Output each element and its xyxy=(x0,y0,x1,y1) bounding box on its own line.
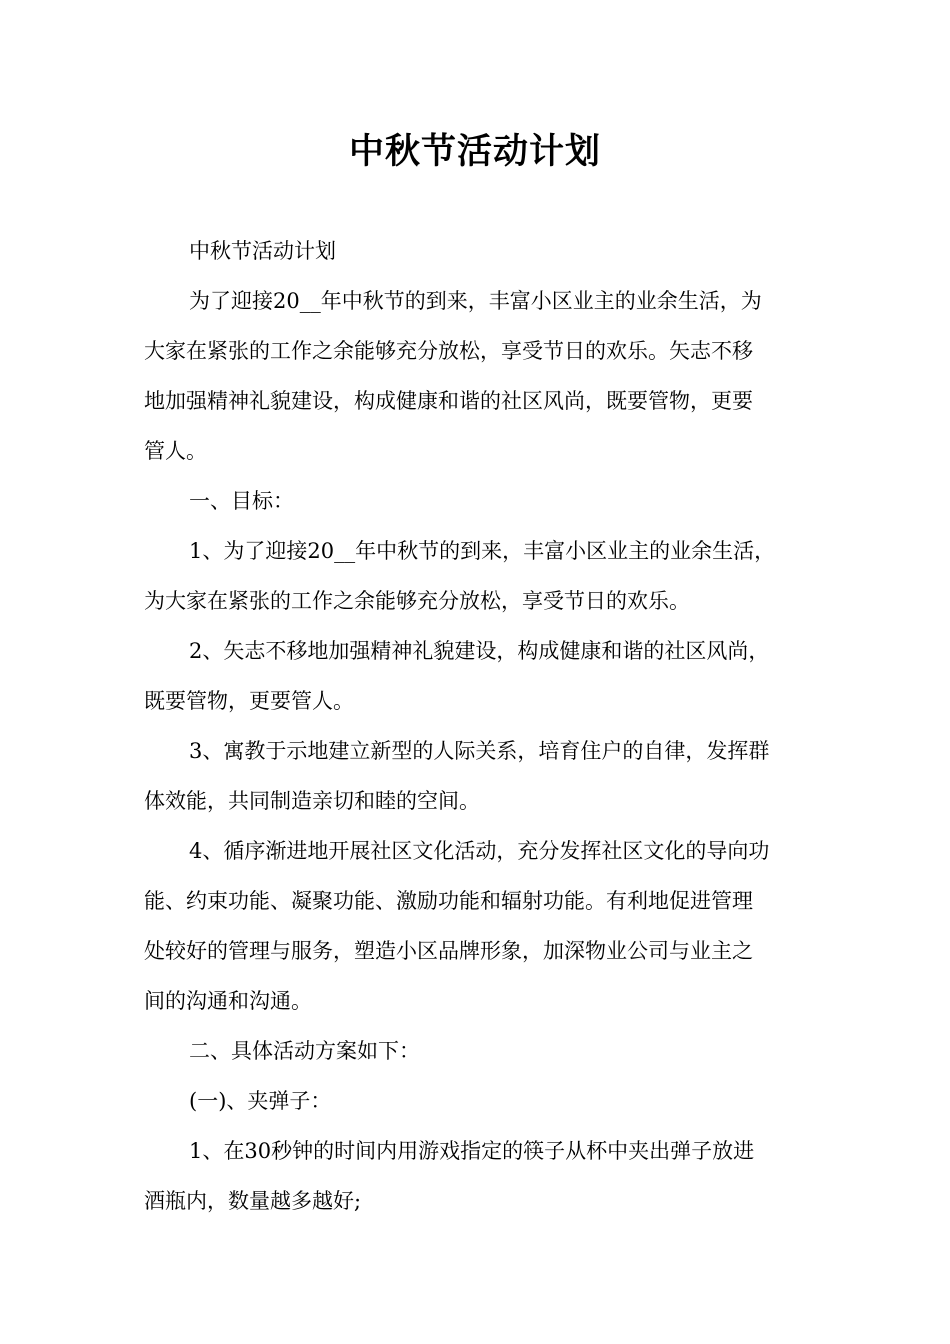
paragraph xyxy=(144,1126,816,1226)
paragraph-line: 酒瓶内，数量越多越好; xyxy=(144,1189,362,1213)
paragraph-line: 处较好的管理与服务，塑造小区品牌形象，加深物业公司与业主之 xyxy=(144,939,753,963)
paragraph-line: 大家在紧张的工作之余能够充分放松，享受节日的欢乐。矢志不移 xyxy=(144,339,753,363)
paragraph-line: 3、寓教于示地建立新型的人际关系，培育住户的自律，发挥群 xyxy=(189,739,770,763)
paragraph xyxy=(144,1076,816,1126)
paragraph-line: 一、目标： xyxy=(189,489,294,513)
paragraph-line: 为大家在紧张的工作之余能够充分放松，享受节日的欢乐。 xyxy=(144,589,690,613)
paragraph-line: 二、具体活动方案如下： xyxy=(189,1039,420,1063)
paragraph xyxy=(144,476,816,526)
paragraph xyxy=(144,226,816,276)
paragraph-line: 能、约束功能、凝聚功能、激励功能和辐射功能。有利地促进管理 xyxy=(144,889,753,913)
paragraph-line: 管人。 xyxy=(144,439,207,463)
paragraph xyxy=(144,626,816,726)
paragraph xyxy=(144,826,816,1026)
paragraph-line: 地加强精神礼貌建设，构成健康和谐的社区风尚，既要管物，更要 xyxy=(144,389,753,413)
paragraph-line: 间的沟通和沟通。 xyxy=(144,989,312,1013)
paragraph-line: 1、在30秒钟的时间内用游戏指定的筷子从杯中夹出弹子放进 xyxy=(189,1139,755,1163)
paragraph-line: 1、为了迎接20__年中秋节的到来，丰富小区业主的业余生活， xyxy=(189,539,776,563)
paragraph-line: (一)、夹弹子： xyxy=(189,1089,332,1113)
paragraph xyxy=(144,726,816,826)
paragraph-line: 既要管物，更要管人。 xyxy=(144,689,354,713)
paragraph-line: 为了迎接20__年中秋节的到来，丰富小区业主的业余生活，为 xyxy=(189,289,762,313)
document-title: 中秋节活动计划 xyxy=(348,132,601,172)
paragraph-line: 2、矢志不移地加强精神礼貌建设，构成健康和谐的社区风尚， xyxy=(189,639,770,663)
paragraph xyxy=(144,526,816,626)
document-body xyxy=(144,226,816,1226)
paragraph xyxy=(144,1026,816,1076)
paragraph xyxy=(144,276,816,476)
paragraph-line: 体效能，共同制造亲切和睦的空间。 xyxy=(144,789,480,813)
paragraph-line: 中秋节活动计划 xyxy=(189,239,336,263)
paragraph-line: 4、循序渐进地开展社区文化活动，充分发挥社区文化的导向功 xyxy=(189,839,770,863)
